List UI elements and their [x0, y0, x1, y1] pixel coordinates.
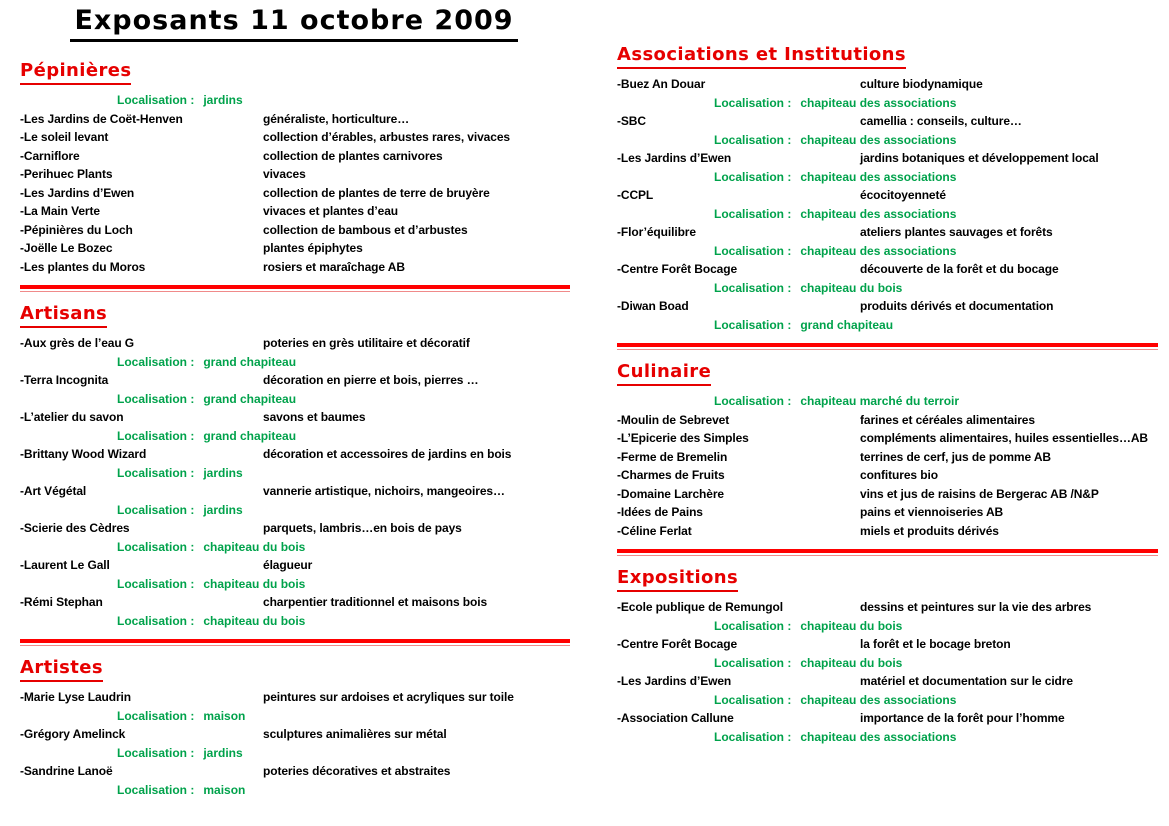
section-left-2 [20, 657, 570, 799]
exhibitor-description: importance de la forêt pour l’homme [860, 711, 1065, 725]
exhibitor-name: -Les Jardins d’Ewen [20, 185, 135, 200]
localisation-value: chapiteau du bois [203, 539, 306, 554]
localisation-label: Localisation : [117, 782, 195, 797]
exhibitor-description: décoration et accessoires de jardins en bois [263, 447, 512, 461]
exhibitor-description: découverte de la forêt et du bocage [860, 262, 1059, 276]
exhibitor-name: -L’atelier du savon [20, 410, 124, 424]
section-title: Artistes [20, 657, 103, 682]
exhibitor-name: -Rémi Stephan [20, 595, 103, 609]
exhibitor-description: vivaces [263, 167, 306, 181]
exhibitor-row [20, 334, 570, 353]
localisation-label: Localisation : [117, 539, 195, 554]
localisation-value: jardins [203, 502, 243, 517]
exhibitor-row [20, 519, 570, 538]
localisation-line-item [617, 316, 1158, 335]
localisation-label: Localisation : [714, 317, 792, 332]
section-separator [617, 343, 1158, 350]
localisation-label: Localisation : [714, 729, 792, 744]
exhibitor-description: décoration en pierre et bois, pierres … [263, 373, 479, 387]
exhibitor-name: -Joëlle Le Bozec [20, 241, 113, 255]
localisation-value: chapiteau du bois [203, 613, 306, 628]
localisation-line-item [20, 707, 570, 726]
localisation-label: Localisation : [117, 428, 195, 443]
exhibitor-row [20, 239, 570, 258]
exhibitor-name: -Aux grès de l’eau G [20, 336, 135, 350]
exhibitor-row [617, 260, 1158, 279]
exhibitor-description: rosiers et maraîchage AB [263, 259, 405, 274]
localisation-line-item [617, 205, 1158, 224]
localisation-label: Localisation : [117, 576, 195, 591]
localisation-value: chapiteau des associations [800, 692, 957, 707]
localisation-label: Localisation : [117, 391, 195, 406]
section-title-wrap [617, 567, 1158, 598]
localisation-line-item [617, 617, 1158, 636]
exhibitor-name: -Flor’équilibre [617, 225, 696, 239]
exhibitor-row [20, 165, 570, 184]
localisation-line-section [20, 91, 570, 110]
exhibitor-row [20, 556, 570, 575]
exhibitor-row [617, 485, 1158, 504]
localisation-value: grand chapiteau [203, 354, 297, 369]
exhibitor-description: matériel et documentation sur le cidre [860, 674, 1073, 688]
exhibitor-name: -Pépinières du Loch [20, 222, 133, 237]
section-right-2 [617, 567, 1158, 746]
localisation-line-section [617, 392, 1158, 411]
exhibitor-description: vannerie artistique, nichoirs, mangeoires… [263, 484, 505, 498]
exhibitor-description: collection de plantes de terre de bruyère [263, 185, 490, 200]
localisation-line-item [617, 279, 1158, 298]
exhibitor-row [617, 466, 1158, 485]
exhibitor-row [617, 635, 1158, 654]
exhibitor-description: plantes épiphytes [263, 241, 363, 255]
localisation-line-item [20, 427, 570, 446]
localisation-label: Localisation : [714, 169, 792, 184]
exhibitor-name: -Association Callune [617, 711, 734, 725]
localisation-line-item [20, 538, 570, 557]
section-title-wrap [20, 60, 570, 91]
localisation-label: Localisation : [714, 132, 792, 147]
section-title: Associations et Institutions [617, 44, 906, 69]
exhibitor-description: terrines de cerf, jus de pomme AB [860, 449, 1051, 464]
exhibitor-row [20, 258, 570, 277]
exhibitor-description: parquets, lambris…en bois de pays [263, 521, 462, 535]
exhibitor-row [20, 593, 570, 612]
exhibitor-row [20, 184, 570, 203]
exhibitor-name: -Brittany Wood Wizard [20, 447, 147, 461]
localisation-line-item [20, 612, 570, 631]
localisation-line-item [617, 94, 1158, 113]
exhibitor-name: -Ecole publique de Remungol [617, 600, 783, 614]
exhibitor-description: ateliers plantes sauvages et forêts [860, 225, 1053, 239]
localisation-line-item [617, 131, 1158, 150]
localisation-line-item [617, 168, 1158, 187]
localisation-line-item [20, 744, 570, 763]
localisation-value: chapiteau des associations [800, 243, 957, 258]
exhibitor-row [617, 672, 1158, 691]
localisation-line-item [617, 691, 1158, 710]
exhibitor-name: -Carniflore [20, 148, 80, 163]
exhibitor-description: savons et baumes [263, 410, 366, 424]
exhibitor-row [617, 448, 1158, 467]
section-left-0 [20, 60, 570, 276]
section-left-1 [20, 303, 570, 630]
exhibitor-description: collection de plantes carnivores [263, 148, 443, 163]
section-title: Artisans [20, 303, 107, 328]
exhibitor-description: confitures bio [860, 468, 938, 482]
exhibitor-name: -Les Jardins de Coët-Henven [20, 111, 183, 126]
exhibitor-name: -L’Epicerie des Simples [617, 431, 749, 445]
section-title: Pépinières [20, 60, 131, 85]
exhibitor-name: -Marie Lyse Laudrin [20, 690, 132, 704]
localisation-label: Localisation : [117, 708, 195, 723]
exhibitor-row [20, 110, 570, 129]
exhibitor-name: -Céline Ferlat [617, 523, 692, 538]
localisation-value: grand chapiteau [203, 391, 297, 406]
exhibitor-description: dessins et peintures sur la vie des arbres [860, 600, 1092, 614]
exhibitor-row [20, 221, 570, 240]
localisation-value: chapiteau des associations [800, 206, 957, 221]
exhibitor-description: peintures sur ardoises et acryliques sur toile [263, 690, 514, 704]
section-title: Culinaire [617, 361, 711, 386]
exhibitor-row [617, 223, 1158, 242]
localisation-label: Localisation : [714, 95, 792, 110]
localisation-label: Localisation : [117, 502, 195, 517]
exhibitor-row [617, 75, 1158, 94]
exhibitor-description: la forêt et le bocage breton [860, 637, 1011, 651]
exhibitor-description: charpentier traditionnel et maisons bois [263, 595, 488, 609]
section-title-wrap [617, 361, 1158, 392]
localisation-line-item [20, 781, 570, 800]
localisation-label: Localisation : [714, 692, 792, 707]
localisation-label: Localisation : [714, 618, 792, 633]
exhibitor-row [20, 202, 570, 221]
localisation-line-item [617, 242, 1158, 261]
exhibitor-description: sculptures animalières sur métal [263, 727, 447, 741]
exhibitor-row [20, 408, 570, 427]
localisation-value: chapiteau du bois [800, 280, 903, 295]
exhibitor-description: poteries en grès utilitaire et décoratif [263, 336, 470, 350]
localisation-value: chapiteau marché du terroir [800, 394, 960, 408]
localisation-value: chapiteau du bois [800, 655, 903, 670]
exhibitor-row [617, 522, 1158, 541]
exhibitor-row [617, 149, 1158, 168]
localisation-label: Localisation : [714, 394, 792, 408]
exhibitor-description: généraliste, horticulture… [263, 111, 410, 126]
exhibitor-row [617, 297, 1158, 316]
exhibitor-description: vivaces et plantes d’eau [263, 204, 399, 218]
exhibitor-row [20, 445, 570, 464]
section-title: Expositions [617, 567, 738, 592]
exhibitor-description: collection de bambous et d’arbustes [263, 222, 468, 237]
section-right-0 [617, 44, 1158, 334]
exhibitor-name: -Perihuec Plants [20, 167, 113, 181]
localisation-value: chapiteau du bois [203, 576, 306, 591]
localisation-line-item [20, 353, 570, 372]
exhibitor-row [20, 725, 570, 744]
exhibitor-description: vins et jus de raisins de Bergerac AB /N&P [860, 486, 1099, 501]
exhibitor-description: compléments alimentaires, huiles essentielles…AB [860, 431, 1148, 445]
exhibitor-name: -Charmes de Fruits [617, 468, 725, 482]
exhibitor-row [20, 147, 570, 166]
localisation-line-item [20, 575, 570, 594]
localisation-label: Localisation : [714, 243, 792, 258]
left-column [20, 60, 570, 799]
section-separator [20, 639, 570, 646]
exhibitor-name: -SBC [617, 114, 646, 128]
localisation-label: Localisation : [714, 206, 792, 221]
right-column [617, 44, 1158, 746]
exhibitor-name: -La Main Verte [20, 204, 100, 218]
exhibitor-name: -Les Jardins d’Ewen [617, 151, 732, 165]
localisation-value: chapiteau des associations [800, 729, 957, 744]
exhibitor-name: -Centre Forêt Bocage [617, 637, 738, 651]
exhibitor-name: -Art Végétal [20, 484, 87, 498]
localisation-value: grand chapiteau [203, 428, 297, 443]
localisation-label: Localisation : [117, 745, 195, 760]
exhibitor-name: -Domaine Larchère [617, 486, 725, 501]
localisation-value: maison [203, 782, 246, 797]
section-title-wrap [20, 657, 570, 688]
exhibitor-description: pains et viennoiseries AB [860, 505, 1004, 519]
exhibitor-name: -Sandrine Lanoë [20, 764, 113, 778]
exhibitor-row [617, 503, 1158, 522]
exhibitor-row [20, 371, 570, 390]
localisation-value: jardins [203, 93, 243, 107]
localisation-line-item [20, 464, 570, 483]
exhibitor-name: -Le soleil levant [20, 130, 109, 144]
exhibitor-name: -Ferme de Bremelin [617, 449, 728, 464]
exhibitor-description: farines et céréales alimentaires [860, 412, 1035, 427]
section-right-1 [617, 361, 1158, 540]
localisation-label: Localisation : [714, 280, 792, 295]
exhibitor-name: -Idées de Pains [617, 505, 703, 519]
exhibitor-row [617, 429, 1158, 448]
exhibitor-row [617, 186, 1158, 205]
exhibitor-row [20, 762, 570, 781]
localisation-value: jardins [203, 745, 243, 760]
localisation-value: chapiteau des associations [800, 95, 957, 110]
exhibitor-description: miels et produits dérivés [860, 523, 999, 538]
localisation-value: grand chapiteau [800, 317, 894, 332]
exhibitor-name: -Centre Forêt Bocage [617, 262, 738, 276]
exhibitor-description: culture biodynamique [860, 77, 983, 91]
localisation-value: chapiteau des associations [800, 132, 957, 147]
localisation-label: Localisation : [117, 613, 195, 628]
exhibitor-description: jardins botaniques et développement local [860, 151, 1099, 165]
exhibitor-name: -Terra Incognita [20, 373, 109, 387]
exhibitor-name: -Scierie des Cèdres [20, 521, 130, 535]
localisation-value: chapiteau des associations [800, 169, 957, 184]
exhibitor-name: -Laurent Le Gall [20, 558, 110, 572]
exhibitor-row [617, 709, 1158, 728]
localisation-line-item [20, 501, 570, 520]
exhibitor-row [20, 688, 570, 707]
page-title-area [20, 5, 568, 42]
localisation-label: Localisation : [117, 354, 195, 369]
localisation-line-item [617, 654, 1158, 673]
localisation-value: jardins [203, 465, 243, 480]
exhibitor-row [20, 128, 570, 147]
localisation-line-item [20, 390, 570, 409]
exhibitor-name: -Les plantes du Moros [20, 259, 146, 274]
exhibitor-row [617, 411, 1158, 430]
localisation-line-item [617, 728, 1158, 747]
exhibitor-row [617, 598, 1158, 617]
exhibitor-description: camellia : conseils, culture… [860, 114, 1022, 128]
exhibitor-description: élagueur [263, 558, 313, 572]
section-separator [617, 549, 1158, 556]
localisation-value: maison [203, 708, 246, 723]
exhibitor-row [20, 482, 570, 501]
exhibitor-description: collection d’érables, arbustes rares, vivaces [263, 130, 510, 144]
localisation-label: Localisation : [117, 93, 195, 107]
section-title-wrap [20, 303, 570, 334]
exhibitor-name: -Diwan Boad [617, 299, 689, 313]
exhibitor-name: -Les Jardins d’Ewen [617, 674, 732, 688]
exhibitor-name: -Grégory Amelinck [20, 727, 126, 741]
localisation-label: Localisation : [117, 465, 195, 480]
localisation-label: Localisation : [714, 655, 792, 670]
exhibitor-row [617, 112, 1158, 131]
exhibitor-name: -Buez An Douar [617, 77, 706, 91]
section-separator [20, 285, 570, 292]
exhibitor-name: -CCPL [617, 188, 654, 202]
exhibitor-description: produits dérivés et documentation [860, 299, 1054, 313]
exhibitor-description: poteries décoratives et abstraites [263, 764, 451, 778]
localisation-value: chapiteau du bois [800, 618, 903, 633]
page-title: Exposants 11 octobre 2009 [70, 5, 517, 42]
exhibitor-description: écocitoyenneté [860, 188, 946, 202]
exhibitor-name: -Moulin de Sebrevet [617, 412, 730, 427]
section-title-wrap [617, 44, 1158, 75]
